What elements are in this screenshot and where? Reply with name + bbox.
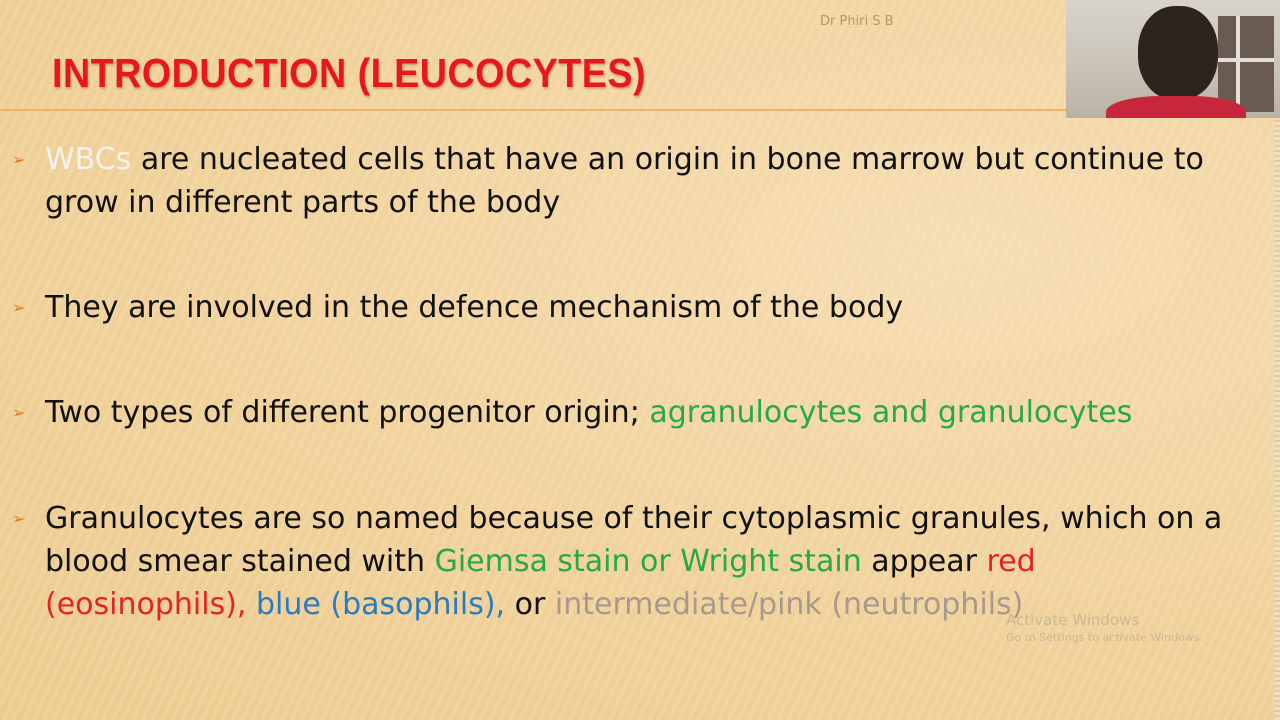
webcam-window-frame [1218, 16, 1274, 112]
bullet-item-granulocytes [12, 497, 1245, 626]
bullet-text: Granulocytes are so named because of their cytoplasmic granules, which on a blood smear stained with [45, 501, 1223, 579]
bullet-text-space [246, 587, 256, 622]
webcam-feed [1066, 0, 1280, 118]
slide-title: INTRODUCTION (LEUCOCYTES) [52, 50, 647, 96]
bullet-text-stain: Giemsa stain or Wright stain [434, 544, 862, 579]
bullet-text: They are involved in the defence mechanism of the body [45, 290, 904, 325]
bullet-text: Two types of different progenitor origin; [45, 395, 650, 430]
bullet-text-basophils: blue (basophils), [256, 587, 506, 622]
bullet-item-defence [12, 286, 1245, 329]
bullet-item-types [12, 391, 1245, 434]
bullet-text: are nucleated cells that have an origin in bone marrow but continue to grow in different parts of the body [45, 142, 1204, 220]
title-underline [0, 109, 1070, 111]
bullet-text: or [505, 587, 555, 622]
bullet-text-term: WBCs [45, 142, 132, 177]
bullet-text: appear [861, 544, 987, 579]
arrowhead-bullet-icon: ➢ [12, 150, 26, 169]
bullet-item-wbc-definition [12, 138, 1245, 224]
webcam-speaker-shirt [1106, 96, 1246, 118]
bullet-text-neutrophils: intermediate/pink (neutrophils) [554, 587, 1024, 622]
bullet-text-eosinophils: red (eosinophils), [45, 544, 1036, 622]
bullet-text-highlight-green: agranulocytes and granulocytes [649, 395, 1133, 430]
author-credit: Dr Phiri S B [820, 14, 894, 29]
right-edge-scrollbar [1274, 120, 1280, 720]
activate-windows-subtitle: Go to Settings to activate Windows. [1006, 631, 1204, 644]
activate-windows-watermark [1006, 611, 1203, 644]
arrowhead-bullet-icon: ➢ [12, 403, 26, 422]
arrowhead-bullet-icon: ➢ [12, 298, 26, 317]
arrowhead-bullet-icon: ➢ [12, 509, 26, 528]
webcam-speaker-head [1138, 6, 1218, 100]
activate-windows-title: Activate Windows [1006, 611, 1140, 629]
